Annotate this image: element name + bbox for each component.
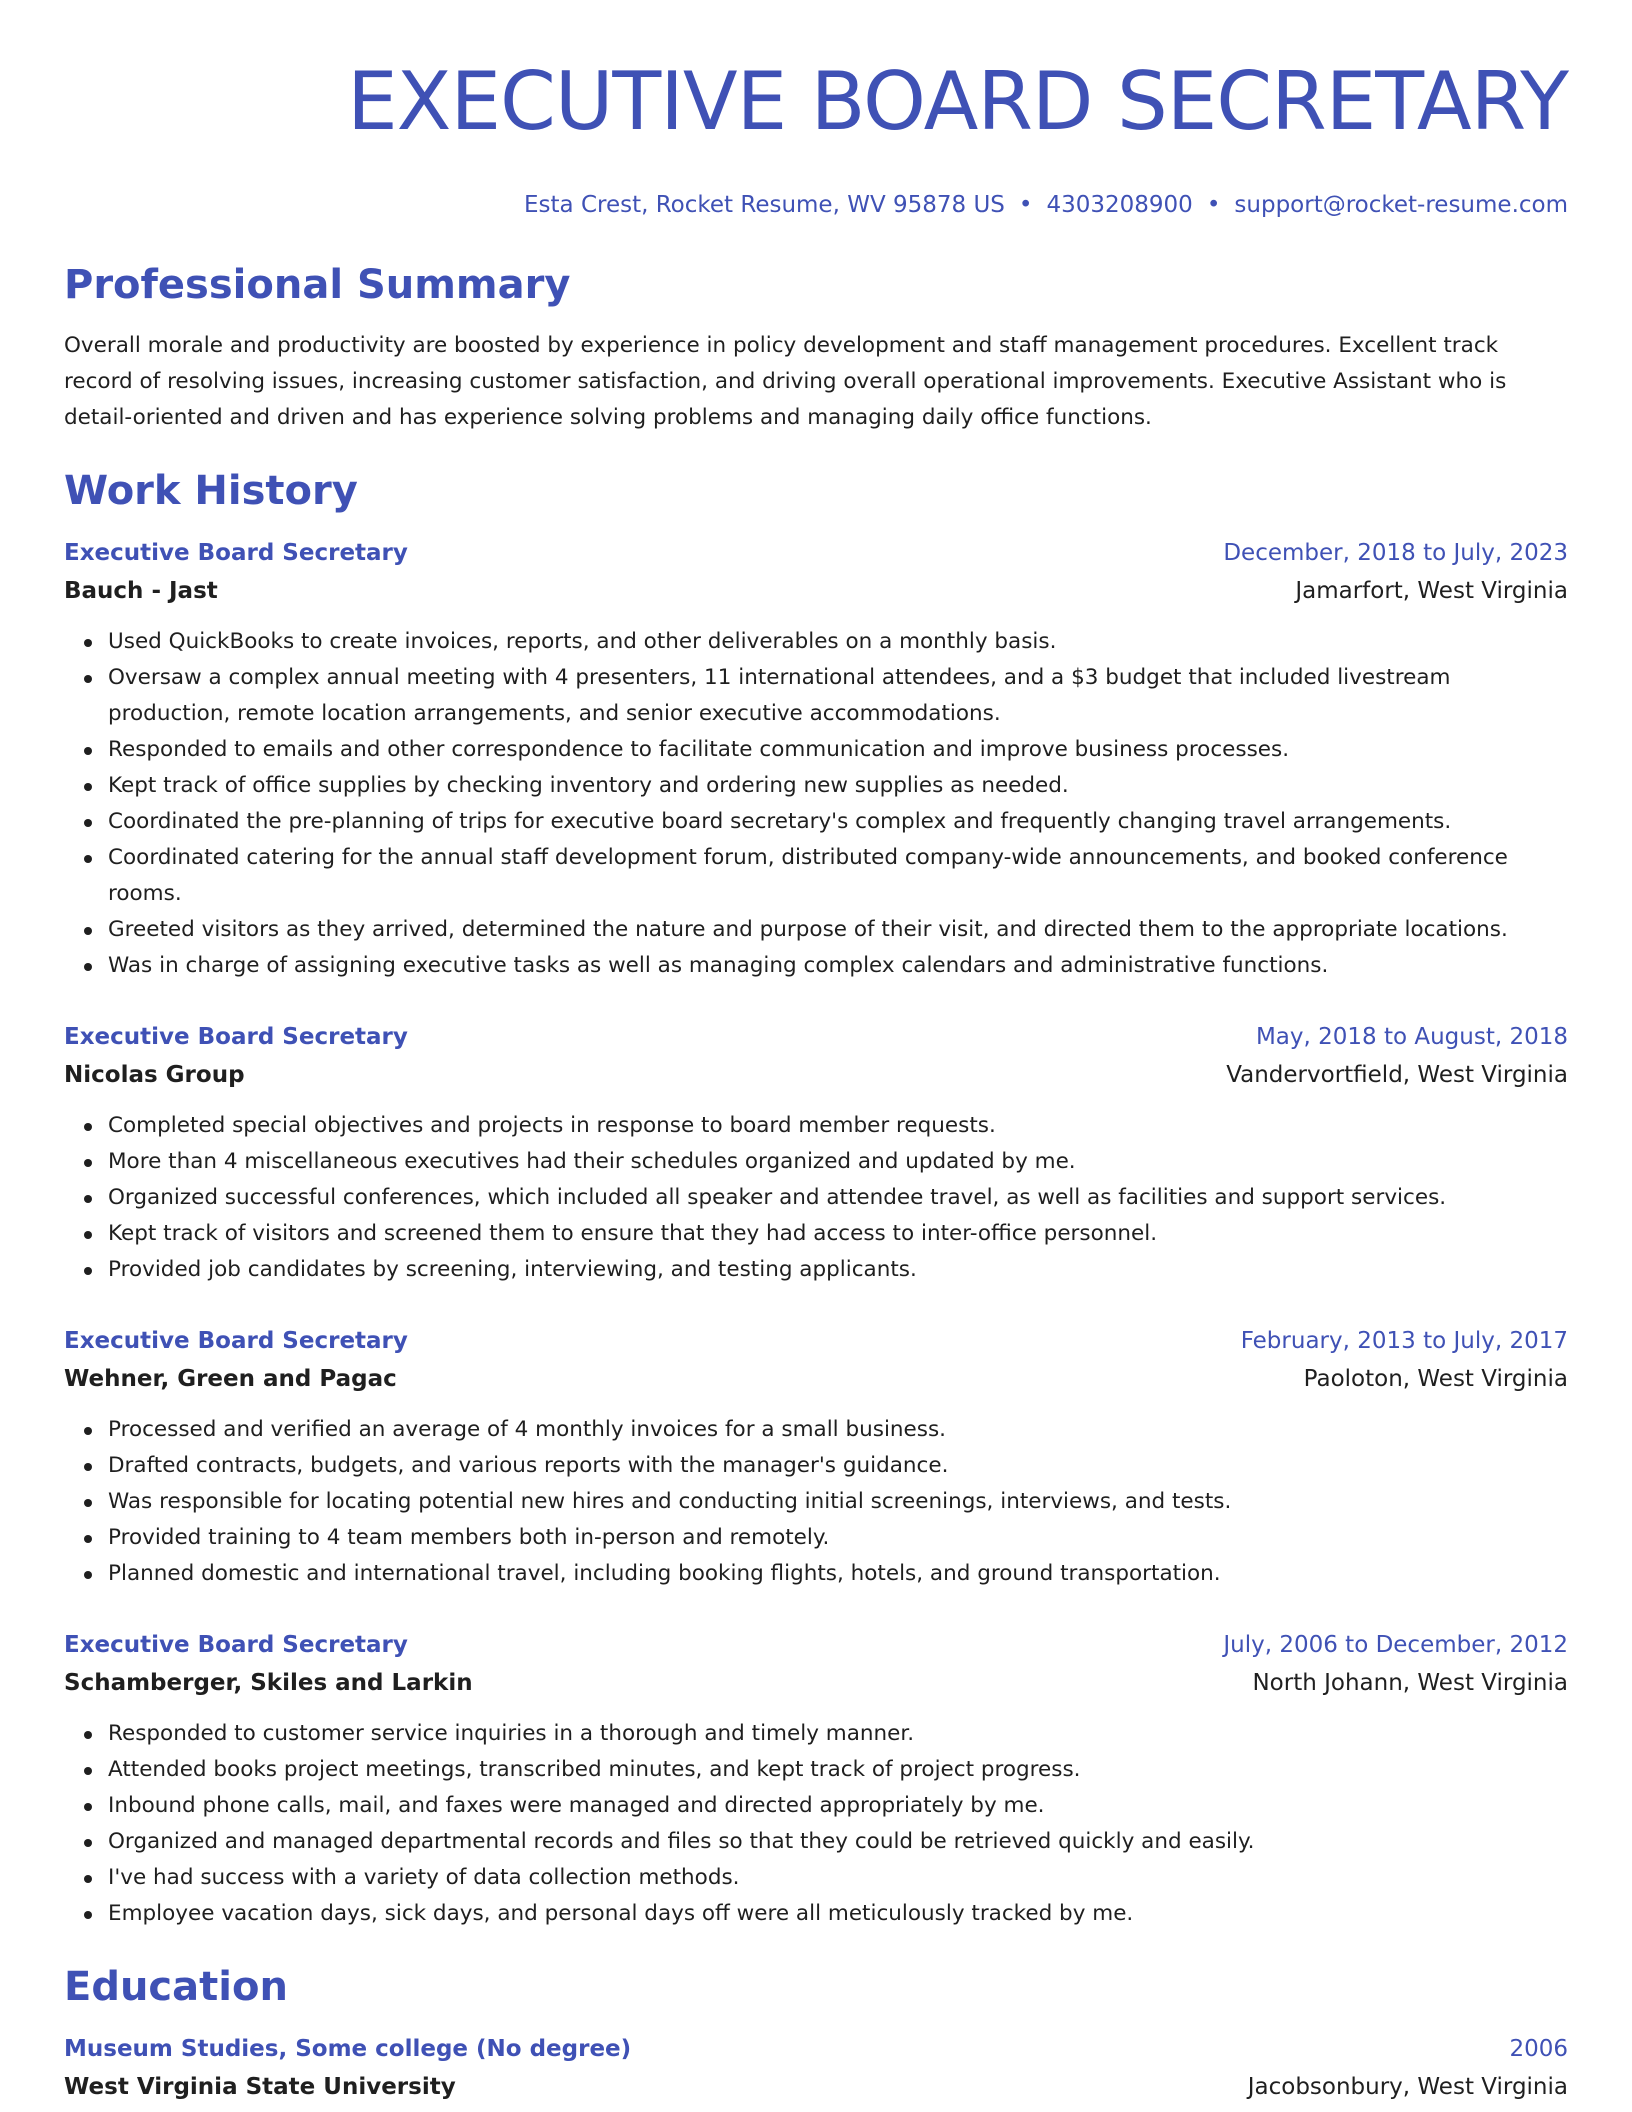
education-school: West Virginia State University [64,2074,456,2100]
job-bullet: Inbound phone calls, mail, and faxes were managed and directed appropriately by me. [108,1788,1568,1824]
education-header-row [64,2030,1568,2068]
job-bullet: Organized and managed departmental records and files so that they could be retrieved quickly and easily. [108,1824,1568,1860]
job-title: Executive Board Secretary [64,1328,408,1354]
job-bullet: Processed and verified an average of 4 monthly invoices for a small business. [108,1412,1568,1448]
contact-phone: 4303208900 [1046,192,1193,218]
job-employer: Wehner, Green and Pagac [64,1366,397,1392]
summary-heading: Professional Summary [64,262,571,308]
job-bullet: Was in charge of assigning executive tasks as well as managing complex calendars and administrative functions. [108,948,1568,984]
education-location: Jacobsonbury, West Virginia [1247,2074,1568,2100]
job-employer: Schamberger, Skiles and Larkin [64,1670,473,1696]
resume-title: EXECUTIVE BOARD SECRETARY [347,55,1568,148]
job-dates: December, 2018 to July, 2023 [1223,540,1568,566]
job-bullet: Completed special objectives and projects in response to board member requests. [108,1108,1568,1144]
job-bullet: Used QuickBooks to create invoices, reports, and other deliverables on a monthly basis. [108,624,1568,660]
job-entry [64,1626,1568,1932]
contact-separator: • [1206,192,1221,218]
job-entry [64,1018,1568,1288]
job-bullet: Kept track of visitors and screened them to ensure that they had access to inter-office personnel. [108,1216,1568,1252]
job-title: Executive Board Secretary [64,1632,408,1658]
work-history-section [64,466,1568,1932]
job-employer-row [64,1360,1568,1398]
job-employer-row [64,1664,1568,1702]
job-bullet: Organized successful conferences, which included all speaker and attendee travel, as well as facilities and support services. [108,1180,1568,1216]
job-bullet: Coordinated catering for the annual staff development forum, distributed company-wide announcements, and booked conference rooms. [108,840,1568,912]
job-bullet: Oversaw a complex annual meeting with 4 presenters, 11 international attendees, and a $3 budget that included livestream production, remote location arrangements, and senior executive accommodations. [108,660,1568,732]
job-bullet: I've had success with a variety of data collection methods. [108,1860,1568,1896]
education-heading: Education [64,1964,288,2010]
contact-address: Esta Crest, Rocket Resume, WV 95878 US [524,192,1005,218]
job-bullet: Kept track of office supplies by checking inventory and ordering new supplies as needed. [108,768,1568,804]
job-header-row [64,1626,1568,1664]
job-title: Executive Board Secretary [64,1024,408,1050]
education-degree: Museum Studies, Some college (No degree) [64,2036,632,2062]
job-bullet: Responded to emails and other correspondence to facilitate communication and improve business processes. [108,732,1568,768]
summary-section [64,260,1568,436]
job-bullet: Provided training to 4 team members both in-person and remotely. [108,1520,1568,1556]
job-bullet: Responded to customer service inquiries in a thorough and timely manner. [108,1716,1568,1752]
job-location: Vandervortfield, West Virginia [1226,1062,1568,1088]
job-location: Jamarfort, West Virginia [1295,578,1568,604]
job-bullet: Was responsible for locating potential new hires and conducting initial screenings, interviews, and tests. [108,1484,1568,1520]
job-header-row [64,1322,1568,1360]
job-bullets [64,624,1568,984]
job-dates: July, 2006 to December, 2012 [1223,1632,1568,1658]
job-bullet: Attended books project meetings, transcribed minutes, and kept track of project progress. [108,1752,1568,1788]
job-location: North Johann, West Virginia [1252,1670,1568,1696]
education-section [64,1962,1568,2106]
education-entry [64,2030,1568,2106]
job-bullet: Coordinated the pre-planning of trips for executive board secretary's complex and frequently changing travel arrangements. [108,804,1568,840]
job-bullet: Employee vacation days, sick days, and personal days off were all meticulously tracked by me. [108,1896,1568,1932]
job-bullets [64,1108,1568,1288]
job-bullet: Greeted visitors as they arrived, determined the nature and purpose of their visit, and directed them to the appropriate locations. [108,912,1568,948]
summary-text: Overall morale and productivity are boosted by experience in policy development and staff management procedures. Excellent track record of resolving issues, increasing customer satisfaction, and driving overall operational improvements. Executive Assistant who is detail-oriented and driven and has experience solving problems and managing daily office functions. [64,333,1507,430]
job-entry [64,1322,1568,1592]
job-bullet: Planned domestic and international travel, including booking flights, hotels, and ground transportation. [108,1556,1568,1592]
job-bullets [64,1716,1568,1932]
job-entry [64,534,1568,984]
job-employer-row [64,572,1568,610]
job-bullet: Provided job candidates by screening, interviewing, and testing applicants. [108,1252,1568,1288]
job-employer: Nicolas Group [64,1062,245,1088]
contact-email: support@rocket-resume.com [1234,192,1568,218]
education-school-row [64,2068,1568,2106]
job-dates: May, 2018 to August, 2018 [1255,1024,1568,1050]
job-bullet: More than 4 miscellaneous executives had their schedules organized and updated by me. [108,1144,1568,1180]
work-history-heading: Work History [64,468,358,514]
contact-line [64,190,1568,220]
job-bullets [64,1412,1568,1592]
job-header-row [64,534,1568,572]
job-location: Paoloton, West Virginia [1303,1366,1568,1392]
contact-separator: • [1018,192,1033,218]
job-header-row [64,1018,1568,1056]
job-employer: Bauch - Jast [64,578,218,604]
job-dates: February, 2013 to July, 2017 [1240,1328,1568,1354]
job-bullet: Drafted contracts, budgets, and various reports with the manager's guidance. [108,1448,1568,1484]
job-employer-row [64,1056,1568,1094]
job-title: Executive Board Secretary [64,540,408,566]
education-year: 2006 [1509,2036,1568,2062]
